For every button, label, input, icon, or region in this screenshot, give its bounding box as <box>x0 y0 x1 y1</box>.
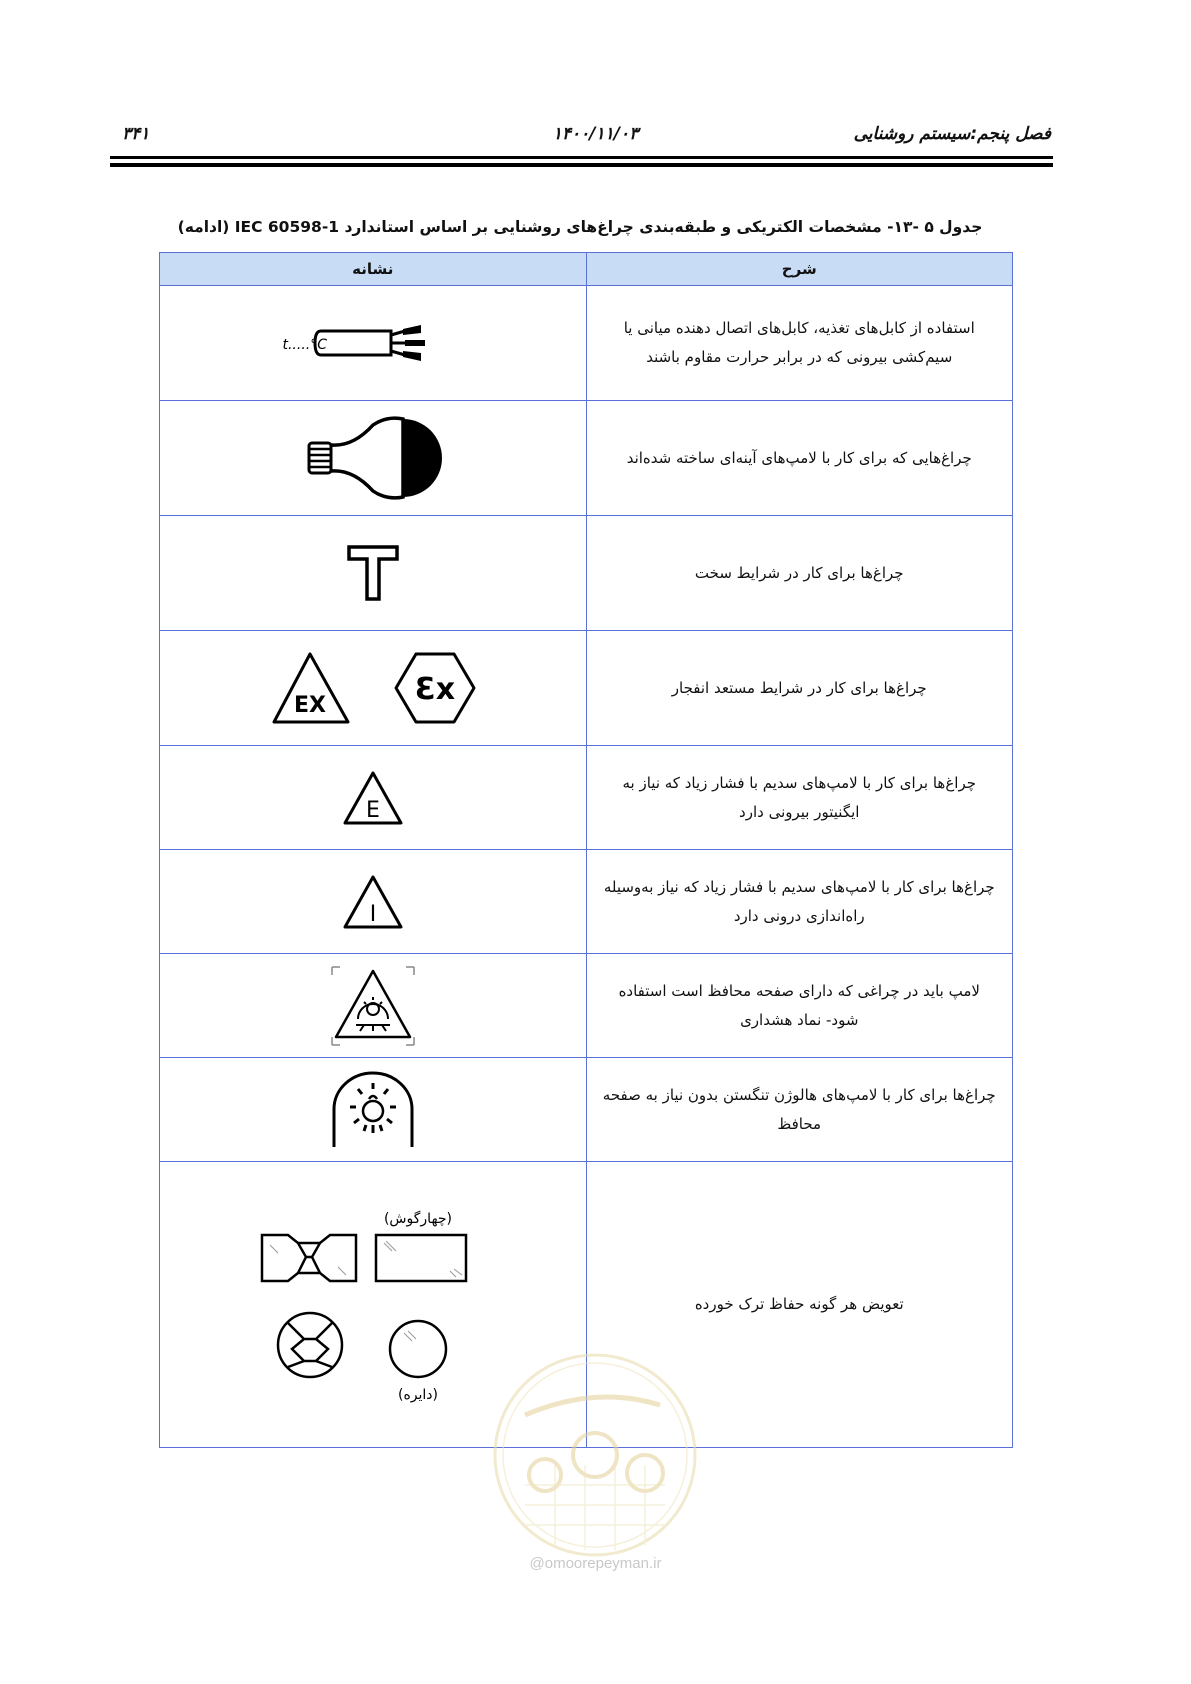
column-header-symbol: نشانه <box>160 253 587 286</box>
external-ignitor-icon <box>341 769 405 827</box>
cable-temperature-label: t.....°C <box>282 337 327 353</box>
table-row <box>160 286 1013 401</box>
rough-service-icon <box>343 543 403 603</box>
halogen-no-shield-icon <box>328 1069 418 1151</box>
row-description: چراغ‌ها برای کار در شرایط مستعد انفجار <box>586 631 1013 746</box>
row-description: چراغ‌ها برای کار در شرایط سخت <box>586 516 1013 631</box>
cracked-shield-icon <box>258 1205 488 1405</box>
table-caption: جدول ۵ -۱۳- مشخصات الکتریکی و طبقه‌بندی چراغ‌های روشنایی بر اساس استاندارد IEC 60598-1 (ادامه) <box>177 218 983 236</box>
row-symbol <box>160 954 587 1058</box>
row-description: چراغ‌ها برای کار با لامپ‌های سدیم با فشار زیاد که نیاز به ایگنیتور بیرونی دارد <box>586 746 1013 850</box>
row-symbol <box>160 1058 587 1162</box>
table-row <box>160 954 1013 1058</box>
row-symbol <box>160 850 587 954</box>
table-row <box>160 1058 1013 1162</box>
row-description: تعویض هر گونه حفاظ ترک خورده <box>586 1162 1013 1448</box>
table-header-row <box>160 253 1013 286</box>
row-symbol <box>160 746 587 850</box>
row-symbol <box>160 631 587 746</box>
table-row <box>160 850 1013 954</box>
starter-label: I <box>369 901 376 927</box>
table-row <box>160 746 1013 850</box>
watermark-site: @omoorepeyman.ir <box>529 1555 662 1572</box>
column-header-description: شرح <box>586 253 1013 286</box>
ignitor-label: E <box>365 797 380 823</box>
square-label: (چهارگوش) <box>383 1210 452 1227</box>
mirror-lamp-icon <box>303 415 443 501</box>
ex-hexagon-label: Ɛx <box>414 672 455 707</box>
row-description: چراغ‌هایی که برای کار با لامپ‌های آینه‌ای ساخته شده‌اند <box>586 401 1013 516</box>
row-description: چراغ‌ها برای کار با لامپ‌های هالوژن تنگستن بدون نیاز به صفحه محافظ <box>586 1058 1013 1162</box>
row-symbol <box>160 401 587 516</box>
row-description: چراغ‌ها برای کار با لامپ‌های سدیم با فشار زیاد که نیاز به‌وسیله راه‌اندازی درونی دارد <box>586 850 1013 954</box>
watermark-logo <box>485 1345 705 1565</box>
row-description: استفاده از کابل‌های تغذیه، کابل‌های اتصال دهنده میانی یا سیم‌کشی بیرونی که در برابر حرارت مقاوم باشند <box>586 286 1013 401</box>
table-row <box>160 401 1013 516</box>
header-rule <box>110 156 1053 159</box>
header-date: ۱۴۰۰/۱۱/۰۳ <box>552 124 639 144</box>
row-symbol <box>160 286 587 401</box>
row-symbol <box>160 516 587 631</box>
circle-label: (دایره) <box>397 1386 438 1403</box>
table-row <box>160 631 1013 746</box>
protective-shield-warning-icon <box>328 963 418 1049</box>
ex-triangle-label: EX <box>293 693 326 718</box>
specification-table <box>159 252 1013 1448</box>
chapter-title: فصل پنجم:سیستم روشنایی <box>853 124 1051 144</box>
explosion-proof-icon <box>268 648 478 728</box>
header-rule-thick <box>110 163 1053 167</box>
internal-starter-icon <box>341 873 405 931</box>
heat-resistant-cable-icon <box>282 321 433 365</box>
row-description: لامپ باید در چراغی که دارای صفحه محافظ است استفاده شود- نماد هشداری <box>586 954 1013 1058</box>
page-number: ۳۴۱ <box>122 124 150 144</box>
table-row <box>160 516 1013 631</box>
